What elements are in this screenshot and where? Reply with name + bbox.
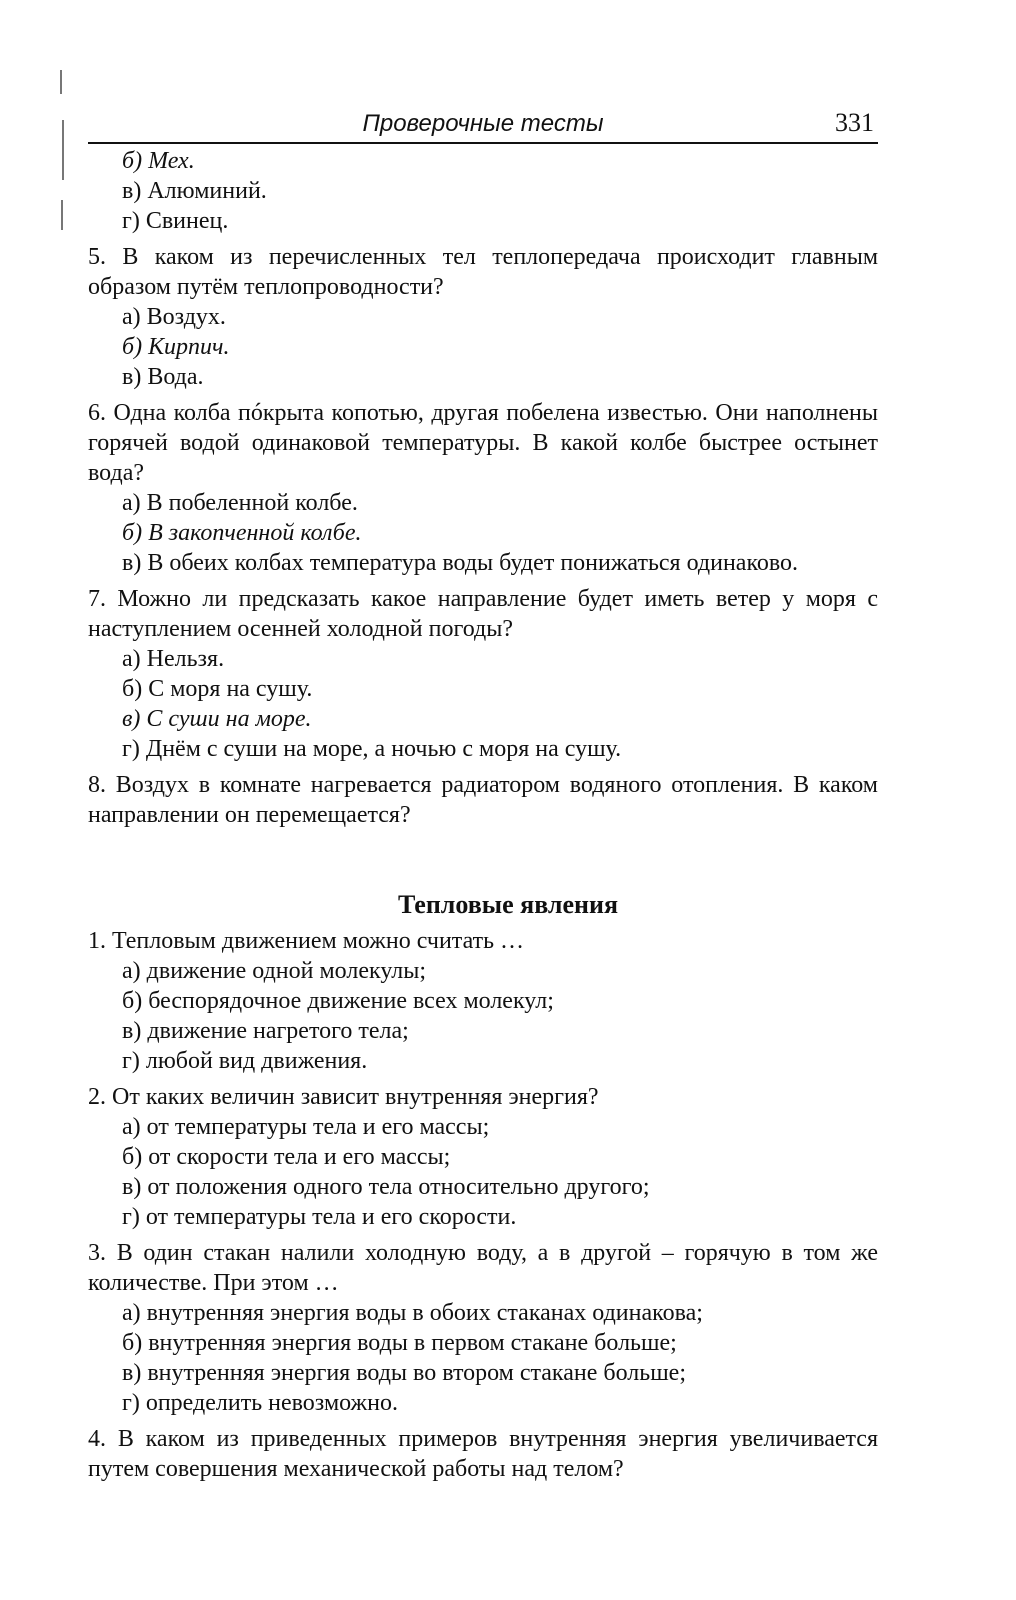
page-number: 331 xyxy=(835,108,874,137)
option-item: а) Нельзя. xyxy=(122,646,225,672)
option-item: в) В обеих колбах температура воды будет понижаться одинаково. xyxy=(122,550,799,576)
option-item: б) беспорядочное движение всех молекул; xyxy=(122,988,554,1014)
option-item: в) Вода. xyxy=(122,364,204,390)
scan-margin-marks xyxy=(60,70,68,230)
question-5: 5. В каком из перечисленных тел теплопередача происходит главным образом путём теплопроводности? xyxy=(88,244,878,300)
questions-part-1 xyxy=(88,146,878,830)
option-item: в) С суши на море. xyxy=(122,706,312,732)
question-1: 1. Тепловым движением можно считать … xyxy=(88,928,525,954)
questions-section xyxy=(88,920,878,1484)
option-item: в) Алюминий. xyxy=(122,178,267,204)
option-item: в) от положения одного тела относительно другого; xyxy=(122,1174,650,1200)
question-4: 4. В каком из приведенных примеров внутренняя энергия увеличивается путем совершения механической работы над телом? xyxy=(88,1426,878,1482)
question-3: 3. В один стакан налили холодную воду, а в другой – горячую в том же количестве. При этом … xyxy=(88,1240,878,1296)
option-item: б) Мех. xyxy=(122,148,195,174)
option-item: а) Воздух. xyxy=(122,304,226,330)
question-6: 6. Одна колба пóкрыта копотью, другая побелена известью. Они наполнены горячей водой одинаковой температуры. В какой колбе быстрее остынет вода? xyxy=(88,400,878,486)
option-item: г) любой вид движения. xyxy=(122,1048,368,1074)
question-2: 2. От каких величин зависит внутренняя энергия? xyxy=(88,1084,599,1110)
option-item: б) внутренняя энергия воды в первом стакане больше; xyxy=(122,1330,677,1356)
option-item: г) Днём с суши на море, а ночью с моря на сушу. xyxy=(122,736,622,762)
option-item: б) С моря на сушу. xyxy=(122,676,313,702)
option-item: а) В побеленной колбе. xyxy=(122,490,358,516)
running-head xyxy=(88,108,878,144)
option-item: а) движение одной молекулы; xyxy=(122,958,427,984)
option-item: б) В закопченной колбе. xyxy=(122,520,362,546)
running-title: Проверочные тесты xyxy=(362,110,604,137)
option-item: б) от скорости тела и его массы; xyxy=(122,1144,451,1170)
option-item: г) от температуры тела и его скорости. xyxy=(122,1204,517,1230)
option-item: б) Кирпич. xyxy=(122,334,230,360)
option-item: в) внутренняя энергия воды во втором стакане больше; xyxy=(122,1360,686,1386)
option-item: а) внутренняя энергия воды в обоих стаканах одинакова; xyxy=(122,1300,703,1326)
section-title: Тепловые явления xyxy=(397,890,619,919)
option-item: а) от температуры тела и его массы; xyxy=(122,1114,490,1140)
question-8: 8. Воздух в комнате нагревается радиатором водяного отопления. В каком направлении он перемещается? xyxy=(88,772,878,828)
question-7: 7. Можно ли предсказать какое направление будет иметь ветер у моря с наступлением осенней холодной погоды? xyxy=(88,586,878,642)
option-item: г) Свинец. xyxy=(122,208,229,234)
option-item: г) определить невозможно. xyxy=(122,1390,398,1416)
option-item: в) движение нагретого тела; xyxy=(122,1018,409,1044)
